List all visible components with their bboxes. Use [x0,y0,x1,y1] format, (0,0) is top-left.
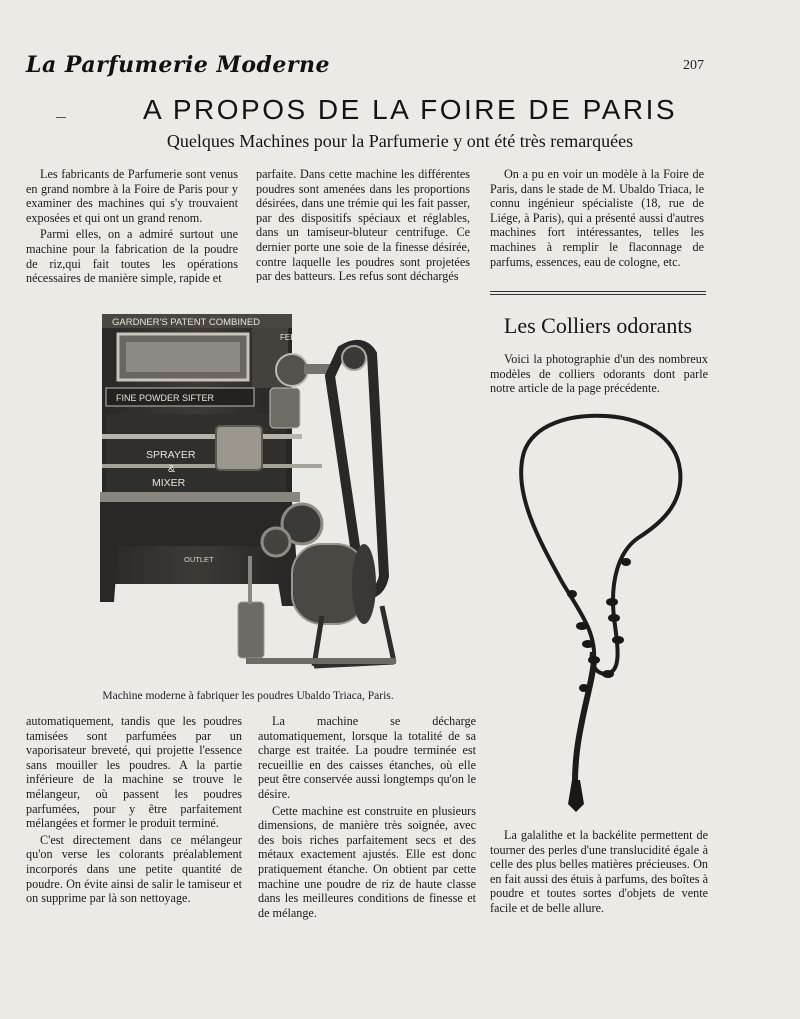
paragraph: C'est directement dans ce mélangeur qu'on verse les colorants préalablement incorporés dans une petite quantité de poudre. On évite ainsi de salir le tamiseur et on supprime par là son nettoyage. [26,832,242,906]
machine-label-feed: FEED [280,333,302,342]
paragraph: automatiquement, tandis que les poudres tamisées sont parfumées par un vaporisateur breveté, qui projette l'essence sans mouiller les poudres. A la partie inférieure de la machine se trouve le mélangeur, où passent les poudres parfumées, pour y être parfaitement mélangées et former le produit terminé. [26,714,242,831]
machine-label-mixer: MIXER [152,477,186,489]
sidebar-intro [490,352,708,398]
page-number: 207 [683,58,704,73]
machine-label-and: & [168,463,176,475]
paragraph: La galalithe et la backélite permettent de tourner des perles d'une translucidité égale à celle des plus belles matières précieuses. On en fait aussi des étuis à parfums, des boîtes à poudre et toutes sortes d'objets de vente facile et de belle allure. [490,828,708,915]
column-1-top [26,167,238,288]
necklace-photo [510,412,690,816]
paragraph: Voici la photographie d'un des nombreux modèles de colliers odorants dont parle notre article de la page précédente. [490,352,708,396]
column-1-bottom [26,714,242,908]
paragraph: La machine se décharge automatiquement, lorsque la totalité de sa charge est traitée. La poudre terminée est recueillie en des caisses étanches, où elle peut être conservée aussi longtemps qu'on le désire. [258,714,476,801]
sidebar-outro [490,828,708,918]
article-title: A PROPOS DE LA FOIRE DE PARIS [142,94,678,125]
machine-label-patent: GARDNER'S PATENT COMBINED [112,317,261,328]
paragraph: parfaite. Dans cette machine les différentes poudres sont amenées dans les proportions désirées, dans une trémie qui les fait passer, par des dispositifs spéciaux et réglables, dans un tamiseur-bluteur centrifuge. Ce dernier porte une soie de la finesse désirée, contre laquelle les poudres sont projetées par des batteurs. Les refus sont déchargés [256,167,470,284]
photo-caption: Machine moderne à fabriquer les poudres Ubaldo Triaca, Paris. [102,690,394,702]
paragraph: Cette machine est construite en plusieurs dimensions, de manière très soignée, avec des bois riches parfaitement secs et des métaux exactement ajustés. Elle est donc pratiquement étanche. On obtient par cette machine une poudre de riz de haute classe dans les meilleures conditions de finesse et de mélange. [258,803,476,920]
paragraph: Parmi elles, on a admiré surtout une machine pour la fabrication de la poudre de riz,qui fait toutes les opérations nécessaires de manière simple, rapide et [26,227,238,286]
masthead: La Parfumerie Moderne [26,52,331,78]
column-2-top [256,167,470,286]
machine-label-sprayer: SPRAYER [146,449,196,461]
machine-label-sifter: FINE POWDER SIFTER [116,393,215,403]
sidebar-title: Les Colliers odorants [503,313,693,338]
column-2-bottom [258,714,476,922]
column-3-top [490,167,704,271]
machine-photo [92,306,408,682]
paragraph: Les fabricants de Parfumerie sont venus en grand nombre à la Foire de Paris pour y examiner des machines qui s'y trouvaient exposées et qui ont un grand renom. [26,167,238,225]
machine-label-outlet: OUTLET [184,555,214,564]
section-divider [490,291,706,292]
paragraph: On a pu en voir un modèle à la Foire de Paris, dans le stade de M. Ubaldo Triaca, le connu ingénieur spécialiste (18, rue de Liége, à Paris), qui a présenté aussi d'autres machines fort intéressantes, telles les machines à remplir le flaconnage de parfums, essences, eau de cologne, etc. [490,167,704,269]
article-subtitle: Quelques Machines pour la Parfumerie y ont été très remarquées [166,131,634,151]
section-divider [490,294,706,295]
